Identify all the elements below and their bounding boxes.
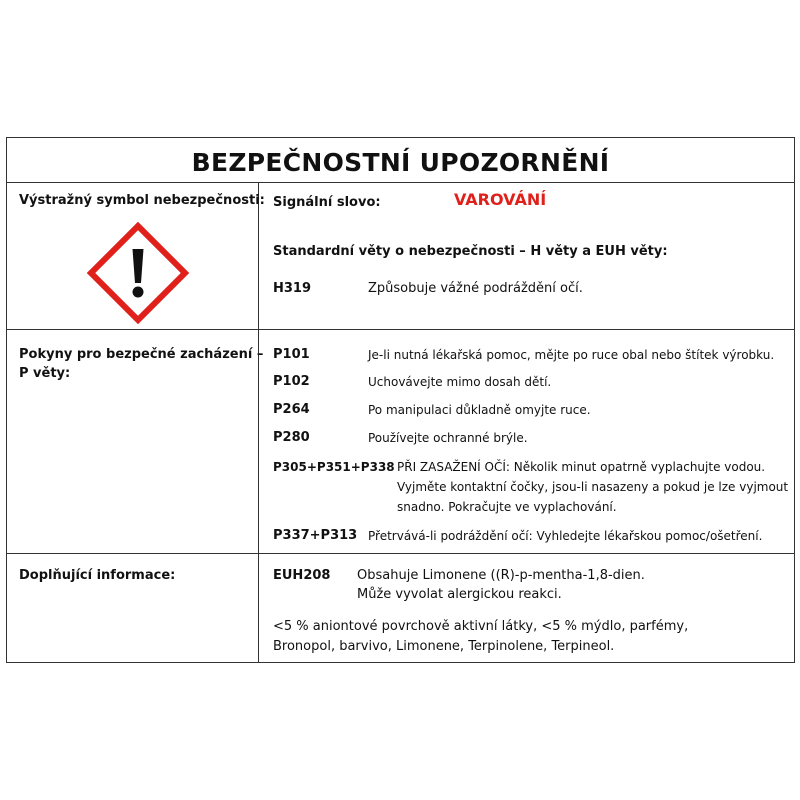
hazard-symbol-label: Výstražný symbol nebezpečnosti: [19,193,265,208]
euh-text-line2: Může vyvolat alergickou reakci. [357,587,562,602]
h-code: H319 [273,281,312,296]
p-text-p101: Je-li nutná lékařská pomoc, mějte po ruce obal nebo štítek výrobku. [368,348,775,362]
page-title: BEZPEČNOSTNÍ UPOZORNĚNÍ [191,148,610,177]
title-row [7,138,794,183]
p-code-p102: P102 [273,374,310,389]
signal-word-value: VAROVÁNÍ [454,190,547,209]
p-text-p337: Přetrvává-li podráždění očí: Vyhledejte lékařskou pomoc/ošetření. [368,529,763,543]
p-text-p280: Používejte ochranné brýle. [368,431,528,445]
p-code-p305: P305+P351+P338 [273,460,395,474]
h-text: Způsobuje vážné podráždění očí. [368,281,583,296]
precautionary-label-line2: P věty: [19,366,71,381]
p-text-p305-line2: Vyjměte kontaktní čočky, jsou-li nasazeny a pokud je lze vyjmout [397,480,789,494]
column-divider [258,183,259,663]
ghs07-exclamation-icon [87,222,189,324]
p-code-p101: P101 [273,347,310,362]
p-code-p337: P337+P313 [273,528,358,543]
euh-text-line1: Obsahuje Limonene ((R)-p-mentha-1,8-dien. [357,568,645,583]
hazard-statements-heading: Standardní věty o nebezpečnosti – H věty a EUH věty: [273,244,668,259]
safety-label [6,137,795,663]
p-text-p305-line1: PŘI ZASAŽENÍ OČÍ: Několik minut opatrně vyplachujte vodou. [397,460,766,474]
precautionary-label-line1: Pokyny pro bezpečné zacházení – [19,347,264,362]
signal-word-label: Signální slovo: [273,195,381,210]
p-text-p264: Po manipulaci důkladně omyjte ruce. [368,403,591,417]
p-text-p305-line3: snadno. Pokračujte ve vyplachování. [397,500,617,514]
row-divider-2 [7,553,794,554]
supplementary-label: Doplňující informace: [19,568,176,583]
composition-line2: Bronopol, barvivo, Limonene, Terpinolene, Terpineol. [273,639,615,654]
p-code-p264: P264 [273,402,310,417]
euh-code: EUH208 [273,568,331,583]
row-divider-1 [7,329,794,330]
p-text-p102: Uchovávejte mimo dosah dětí. [368,375,552,389]
p-code-p280: P280 [273,430,310,445]
composition-line1: <5 % aniontové povrchově aktivní látky, <5 % mýdlo, parfémy, [273,619,689,634]
